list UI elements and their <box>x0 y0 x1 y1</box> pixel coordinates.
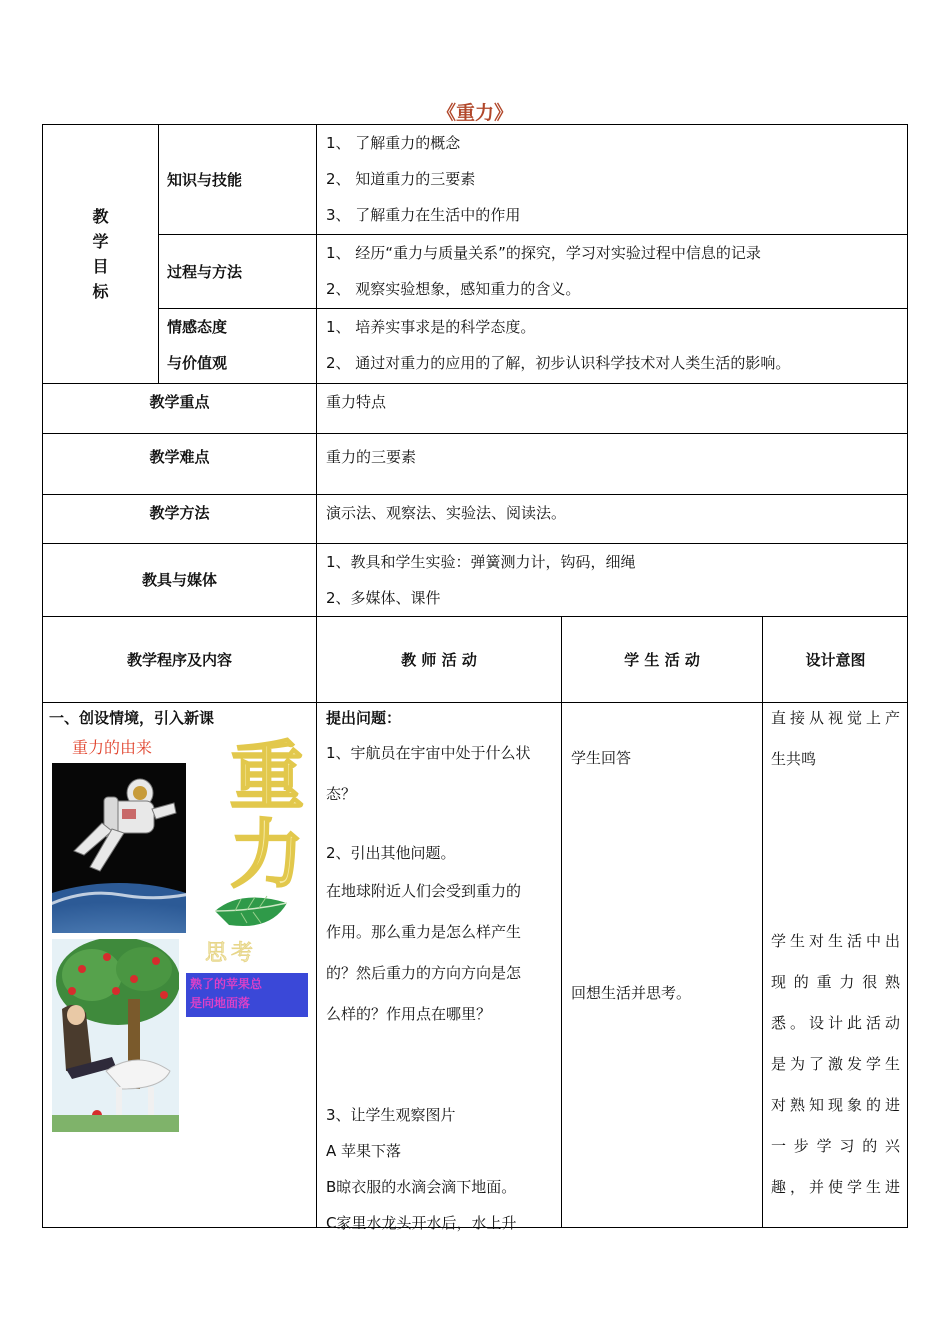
slide-think: 思考 <box>205 941 258 966</box>
intent-line: 学生对生活中出 <box>771 932 900 950</box>
intent-line: 生共鸣 <box>771 750 817 768</box>
emotion-item: 1、 培养实事求是的科学态度。 <box>326 318 536 336</box>
teacher-line: A 苹果下落 <box>326 1142 402 1160</box>
key-point-value: 重力特点 <box>317 384 908 434</box>
knowledge-item: 1、 了解重力的概念 <box>326 134 461 152</box>
tools-item: 2、多媒体、课件 <box>326 589 441 607</box>
knowledge-items <box>317 125 908 235</box>
tools-item: 1、教具和学生实验：弹簧测力计，钩码，细绳 <box>326 553 636 571</box>
section1-student <box>562 703 763 1228</box>
slide-note-line: 熟了的苹果总 <box>190 977 263 991</box>
objectives-char-4: 标 <box>92 282 109 301</box>
section1-intent <box>763 703 908 1228</box>
slide-big-char-2: 力 <box>230 812 304 898</box>
header-teacher: 教 师 活 动 <box>317 617 562 703</box>
intent-line: 对熟知现象的进 <box>771 1096 900 1114</box>
teacher-line: 态？ <box>326 785 357 803</box>
intent-line: 是为了激发学生 <box>771 1055 900 1073</box>
apple-tree-image <box>52 939 179 1132</box>
objectives-char-2: 学 <box>92 232 109 251</box>
intent-line: 现的重力很熟 <box>771 973 900 991</box>
intent-line: 直接从视觉上产 <box>771 709 900 727</box>
difficulty-label: 教学难点 <box>43 434 317 495</box>
intent-line: 悉。设计此活动 <box>771 1014 900 1032</box>
key-point-label: 教学重点 <box>43 384 317 434</box>
student-answer-1: 学生回答 <box>571 749 632 767</box>
teacher-line: 的？然后重力的方向方向是怎 <box>326 964 522 982</box>
section1-title: 一、创设情境，引入新课 <box>49 709 215 727</box>
astronaut-image <box>52 763 186 933</box>
method-value: 演示法、观察法、实验法、阅读法。 <box>317 495 908 544</box>
teacher-line: C家里水龙头开水后，水上升 <box>326 1214 517 1232</box>
teacher-line: 在地球附近人们会受到重力的 <box>326 882 522 900</box>
process-item: 2、 观察实验想象，感知重力的含义。 <box>326 280 581 298</box>
objectives-char-1: 教 <box>92 207 109 226</box>
intent-line: 一步学习的兴 <box>771 1137 900 1155</box>
teacher-line: 1、宇航员在宇宙中处于什么状 <box>326 744 531 762</box>
header-intent: 设计意图 <box>763 617 908 703</box>
knowledge-label: 知识与技能 <box>159 125 317 235</box>
section1-content <box>43 703 317 1228</box>
tools-label: 教具与媒体 <box>43 544 317 617</box>
knowledge-item: 2、 知道重力的三要素 <box>326 170 476 188</box>
teacher-line: 作用。那么重力是怎么样产生 <box>326 923 522 941</box>
page-title: 《重力》 <box>436 102 513 124</box>
lesson-plan-table <box>42 124 908 1232</box>
method-label: 教学方法 <box>43 495 317 544</box>
slide-note-box <box>186 973 308 1017</box>
slide-caption: 重力的由来 <box>72 738 153 757</box>
difficulty-value: 重力的三要素 <box>317 434 908 495</box>
intent-line: 趣，并使学生进 <box>771 1178 900 1196</box>
process-label: 过程与方法 <box>159 235 317 309</box>
teacher-line: 3、让学生观察图片 <box>326 1106 456 1124</box>
emotion-items <box>317 309 908 384</box>
section1-teacher <box>317 703 562 1232</box>
leaf-image <box>211 887 293 933</box>
slide-big-char-1: 重 <box>230 734 304 820</box>
teacher-line: 2、引出其他问题。 <box>326 844 456 862</box>
process-item: 1、 经历“重力与质量关系”的探究，学习对实验过程中信息的记录 <box>326 244 761 262</box>
process-items <box>317 235 908 309</box>
header-student: 学 生 活 动 <box>562 617 763 703</box>
objectives-char-3: 目 <box>92 257 109 276</box>
tools-items <box>317 544 908 617</box>
header-content: 教学程序及内容 <box>43 617 317 703</box>
teacher-heading: 提出问题： <box>326 709 402 727</box>
objectives-row-label <box>43 125 159 384</box>
teacher-line: B晾衣服的水滴会滴下地面。 <box>326 1178 517 1196</box>
emotion-item: 2、 通过对重力的应用的了解，初步认识科学技术对人类生活的影响。 <box>326 354 791 372</box>
knowledge-item: 3、 了解重力在生活中的作用 <box>326 206 521 224</box>
emotion-label: 情感态度 与价值观 <box>159 309 317 384</box>
teacher-line: 么样的？作用点在哪里？ <box>326 1005 492 1023</box>
student-answer-2: 回想生活并思考。 <box>571 984 692 1002</box>
slide-note-line: 是向地面落 <box>190 996 251 1010</box>
